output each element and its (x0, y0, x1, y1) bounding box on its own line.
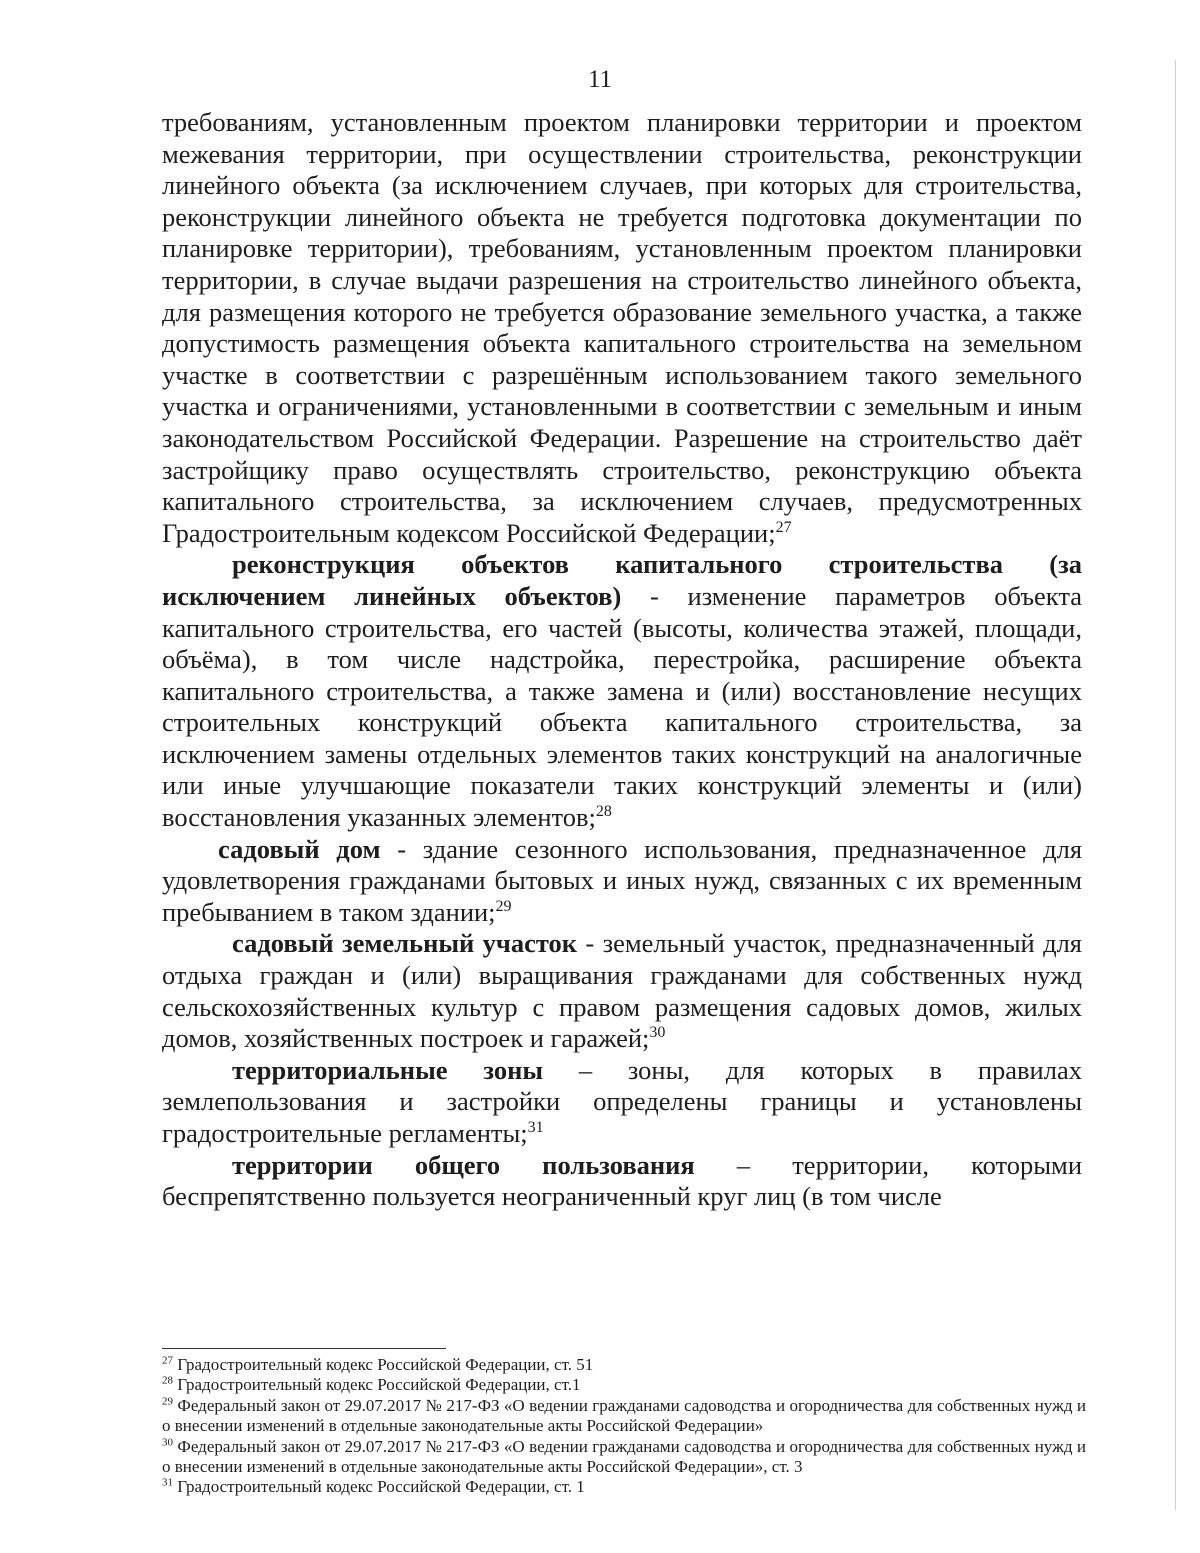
footnote-number: 28 (162, 1374, 173, 1387)
footnote-text: Градостроительный кодекс Российской Федерации, ст. 51 (173, 1355, 594, 1374)
footnote-text: Федеральный закон от 29.07.2017 № 217-ФЗ «О ведении гражданами садоводства и огородничества для собственных нужд и о внесении изменений в отдельные законодательные акты Российской Федерации», ст. 3 (162, 1436, 1086, 1477)
definition-text: - земельный участок, предназначенный для отдыха граждан и (или) выращивания гражданами для собственных нужд сельскохозяйственных культур с правом размещения садовых домов, жилых домов, хозяйственных построек и гаражей; (162, 928, 1082, 1054)
footnote-28 (162, 1375, 1086, 1395)
page-edge-line (1175, 60, 1176, 1510)
definition-reconstruction (162, 549, 1082, 833)
definition-term: садовый земельный участок (232, 928, 578, 959)
footnote-ref[interactable]: 28 (595, 803, 612, 821)
footnote-number: 29 (162, 1395, 173, 1408)
definition-text: – территории, которыми беспрепятственно пользуется неограниченный круг лиц (в том числе (162, 1149, 1082, 1212)
definition-garden-house (162, 834, 1082, 929)
definition-text: - здание сезонного использования, предназначенное для удовлетворения гражданами бытовых и иных нужд, связанных с их временным пребыванием в таком здании; (162, 833, 1083, 927)
definition-territorial-zones (162, 1055, 1082, 1150)
footnote-ref[interactable]: 30 (649, 1024, 666, 1042)
footnote-text: Федеральный закон от 29.07.2017 № 217-ФЗ «О ведении гражданами садоводства и огородничества для собственных нужд и о внесении изменений в отдельные законодательные акты Российской Федерации» (162, 1395, 1086, 1436)
definition-text: - изменение параметров объекта капитального строительства, его частей (высоты, количества этажей, площади, объёма), в том числе надстройка, перестройка, расширение объекта капитального строительства, а также замена и (или) восстановление несущих строительных конструкций объекта капитального строительства, за исключением замены отдельных элементов таких конструкций на аналогичные или иные улучшающие показатели таких конструкций элементы и (или) восстановления указанных элементов; (162, 580, 1082, 833)
footnote-text: Градостроительный кодекс Российской Федерации, ст.1 (173, 1375, 581, 1395)
footnote-ref[interactable]: 27 (775, 518, 792, 536)
page-number: 11 (587, 66, 613, 93)
definition-term: территории общего пользования (232, 1149, 695, 1180)
definition-garden-plot (162, 928, 1082, 1054)
definition-term: реконструкция объектов капитального строительства (за исключением линейных объектов) (162, 549, 1082, 611)
footnote-separator (162, 1348, 446, 1349)
document-body (162, 107, 1082, 1213)
footnote-30 (162, 1437, 1086, 1478)
footnote-text: Градостроительный кодекс Российской Федерации, ст. 1 (173, 1477, 585, 1497)
paragraph-text: требованиям, установленным проектом планировки территории и проектом межевания территории, при осуществлении строительства, реконструкции линейного объекта (за исключением случаев, при которых для строительства, реконструкции линейного объекта не требуется подготовка документации по планировке территории), требованиям, установленным проектом планировки территории, в случае выдачи разрешения на строительство линейного объекта, для размещения которого не требуется образование земельного участка, а также допустимость размещения объекта капитального строительства на земельном участке в соответствии с разрешённым использованием такого земельного участка и ограничениями, установленными в соответствии с земельным и иным законодательством Российской Федерации. Разрешение на строительство даёт застройщику право осуществлять строительство, реконструкцию объекта капитального строительства, за исключением случаев, предусмотренных Градостроительным кодексом Российской Федерации; (162, 107, 1082, 548)
footnote-ref[interactable]: 31 (527, 1119, 544, 1137)
footnote-number: 30 (162, 1435, 173, 1448)
footnote-number: 27 (162, 1354, 173, 1367)
footnote-27 (162, 1355, 1086, 1375)
footnote-number: 31 (162, 1476, 173, 1489)
definition-term: территориальные зоны (232, 1054, 544, 1085)
definition-public-territories (162, 1150, 1082, 1213)
footnote-ref[interactable]: 29 (495, 898, 512, 916)
footnote-29 (162, 1396, 1086, 1437)
footnote-31 (162, 1477, 1086, 1497)
definition-term: садовый дом (218, 833, 381, 864)
definition-text: – зоны, для которых в правилах землепользования и застройки определены границы и установлены градостроительные регламенты; (162, 1054, 1082, 1148)
paragraph-permit-continuation (162, 107, 1082, 549)
footnotes (162, 1355, 1086, 1498)
